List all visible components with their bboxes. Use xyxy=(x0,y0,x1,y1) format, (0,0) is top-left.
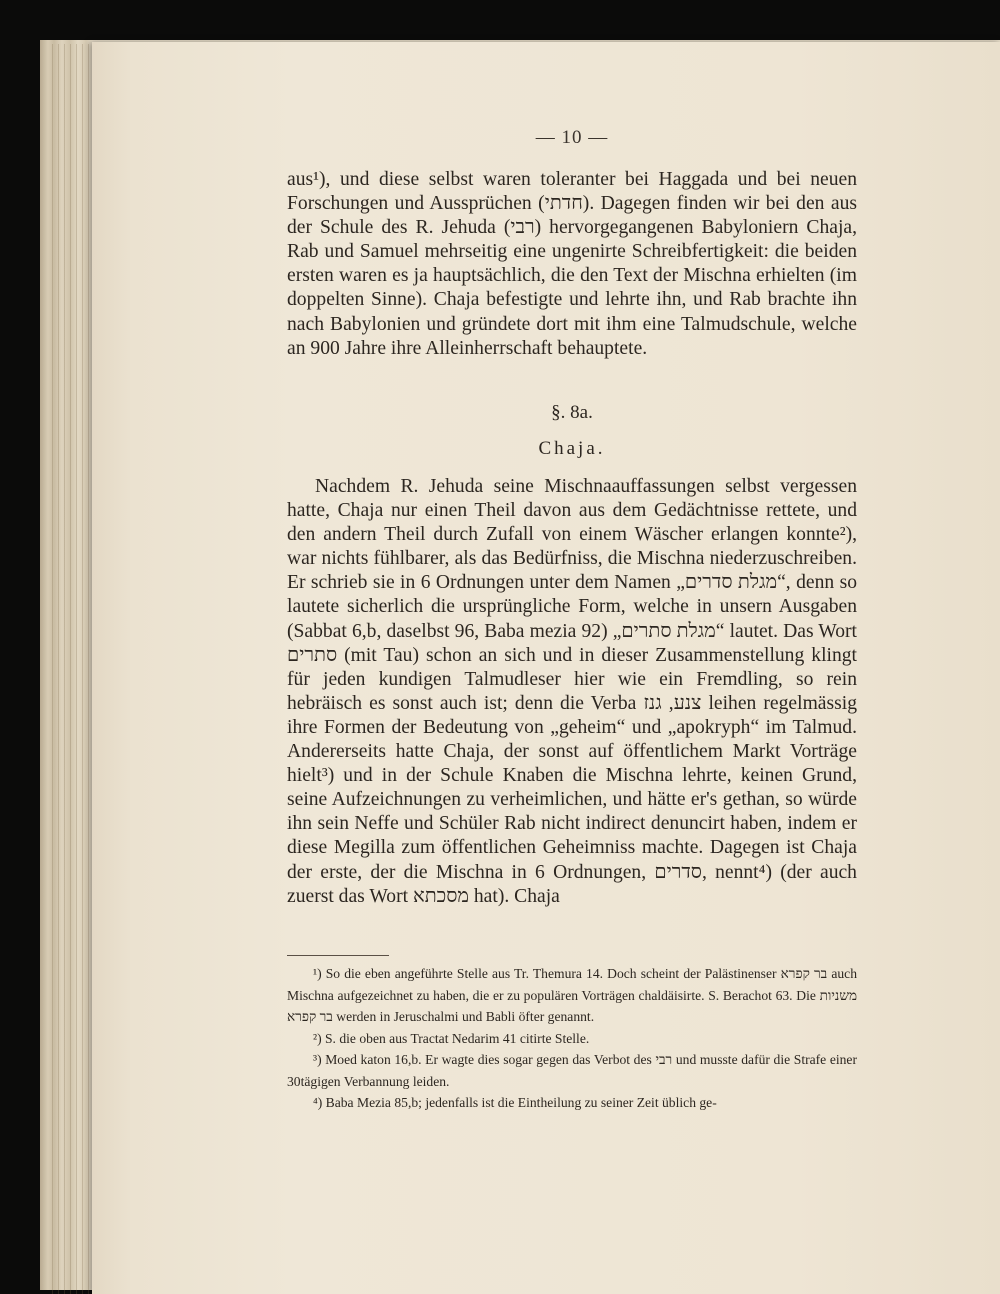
section-title: Chaja. xyxy=(538,438,606,459)
footnote-4: ⁴) Baba Mezia 85,b; jedenfalls ist die Eintheilung zu seiner Zeit üblich ge- xyxy=(313,1095,717,1110)
section-mark: §. 8a. xyxy=(551,402,593,423)
footnote-3: ³) Moed katon 16,b. Er wagte dies sogar gegen das Verbot des רבי und musste dafür die Strafe einer 30tägigen Verbannung leiden. xyxy=(287,1052,857,1089)
paragraph-2: Nachdem R. Jehuda seine Mischnaauffassungen selbst vergessen hatte, Chaja nur einen Theil davon aus dem Gedächtnisse rettete, und den andern Theil durch Zufall von einem Wäscher erlangen konnte²), war nichts fühlbarer, als das Bedürfniss, die Mischna niederzuschreiben. Er schrieb sie in 6 Ordnungen unter dem Namen „מגלת סדרים“, denn so lautete sicherlich die ursprüngliche Form, welche in unsern Ausgaben (Sabbat 6,b, daselbst 96, Baba mezia 92) „מגלת סתרים“ lautet. Das Wort סתרים (mit Tau) schon an sich und in dieser Zusammenstellung klingt für jeden kundigen Talmudleser hier wie ein Fremdling, so rein hebräisch es sonst auch ist; denn die Verba צנע, גנז leihen regelmässig ihre Formen der Bedeutung von „geheim“ und „apokryph“ im Talmud. Andererseits hatte Chaja, der sonst auf öffentlichem Markt Vorträge hielt³) und in der Schule Knaben die Mischna lehrte, keinen Grund, seine Aufzeichnungen zu verheimlichen, und hätte er's gethan, so würde ihn sein Neffe und Schüler Rab nicht indirect denuncirt haben, indem er diese Megilla zum öffentlichen Geheimniss machte. Dagegen ist Chaja der erste, der die Mischna in 6 Ordnungen, סדרים, nennt⁴) (der auch zuerst das Wort מסכתא hat). Chaja xyxy=(287,476,858,907)
page-number: — 10 — xyxy=(535,127,609,148)
footnote-2: ²) S. die oben aus Tractat Nedarim 41 citirte Stelle. xyxy=(313,1030,590,1046)
paragraph-1: aus¹), und diese selbst waren toleranter bei Haggada und bei neuen Forschungen und Aussprüchen (חדתי). Dagegen finden wir bei den aus der Schule des R. Jehuda (רבי) hervorgegangenen Babyloniern Chaja, Rab und Samuel mehrseitig eine ungenirte Schreibfertigkeit: die beiden ersten waren es ja hauptsächlich, die den Text der Mischna erhielten (im doppelten Sinne). Chaja befestigte und lehrte ihn, und Rab brachte ihn nach Babylonien und gründete dort mit ihm eine Talmudschule, welche an 900 Jahre ihre Alleinherrschaft behauptete. xyxy=(287,169,858,359)
footnote-1: ¹) So die eben angeführte Stelle aus Tr. Themura 14. Doch scheint der Palästinenser בר קפרא auch Mischna aufgezeichnet zu haben, die er zu populären Vorträgen chaldäisirte. S. Berachot 63. Die משניות בר קפרא werden in Jeruschalmi und Babli öfter genannt. xyxy=(287,966,857,1024)
page-stack-edges xyxy=(52,44,92,1294)
footnotes xyxy=(287,963,857,1114)
footnote-divider xyxy=(287,955,389,956)
